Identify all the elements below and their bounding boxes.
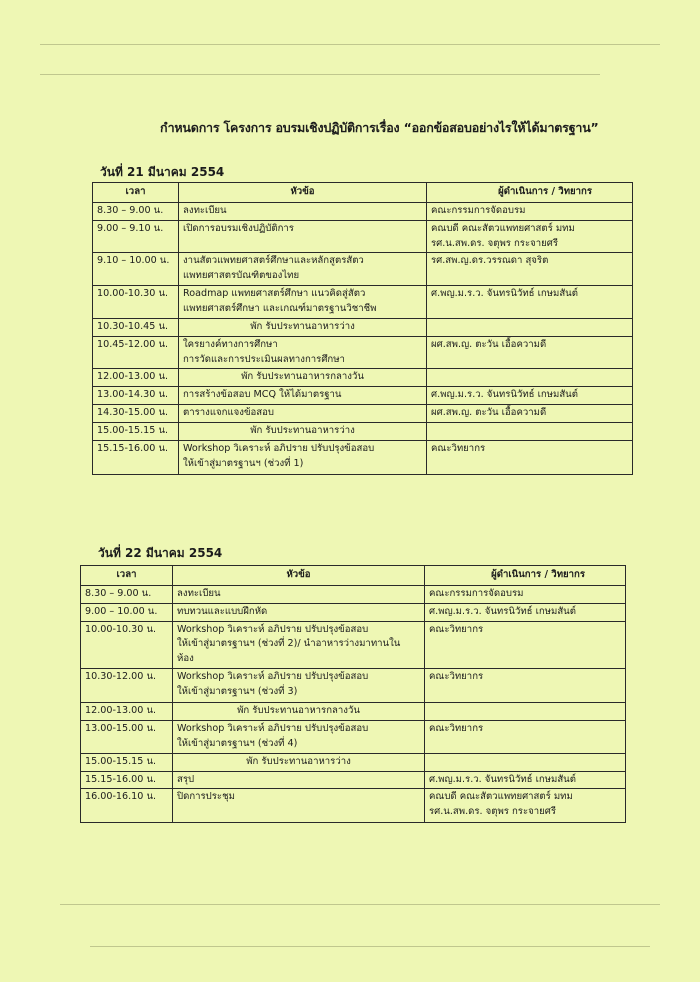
person-cell <box>427 202 633 220</box>
topic-line: ปิดการประชุม <box>177 791 235 803</box>
person-line: รศ.น.สพ.ดร. จตุพร กระจายศรี <box>431 237 558 249</box>
topic-cell <box>179 405 427 423</box>
topic-line: ห้อง <box>177 653 194 665</box>
topic-line: ให้เข้าสู่มาตรฐานฯ (ช่วงที่ 2)/ นำอาหารว่างมาทานใน <box>177 638 401 650</box>
topic-line: สรุป <box>177 773 195 785</box>
header-time: เวลา <box>93 183 179 203</box>
time-cell: 9.00 – 9.10 น. <box>93 220 179 253</box>
table-row <box>93 253 633 286</box>
topic-cell <box>179 286 427 319</box>
time-cell: 15.15-16.00 น. <box>81 771 173 789</box>
topic-line: แพทยศาสตร์ศึกษา และเกณฑ์มาตรฐานวิชาชีพ <box>183 303 377 315</box>
table-row <box>93 220 633 253</box>
document-title: กำหนดการ โครงการ อบรมเชิงปฏิบัติการเรื่อง “ออกข้อสอบอย่างไรให้ได้มาตรฐาน” <box>160 120 599 135</box>
person-cell <box>427 286 633 319</box>
table-row <box>93 202 633 220</box>
empty-person-cell <box>427 369 633 387</box>
table-row <box>93 336 633 369</box>
person-line: คณะวิทยากร <box>429 623 484 635</box>
topic-line: ใครยางค์ทางการศึกษา <box>183 338 278 350</box>
schedule-table-day-1 <box>92 182 633 475</box>
header-time: เวลา <box>81 566 173 586</box>
header-topic: หัวข้อ <box>173 566 425 586</box>
topic-cell <box>179 440 427 474</box>
person-line: คณะวิทยากร <box>429 671 484 683</box>
scan-line <box>60 904 660 905</box>
header-topic: หัวข้อ <box>179 183 427 203</box>
break-row <box>93 369 633 387</box>
person-cell <box>425 771 626 789</box>
person-line: ศ.พญ.ม.ร.ว. จันทรนิวัทธ์ เกษมสันต์ <box>431 389 578 401</box>
person-cell <box>425 789 626 823</box>
break-cell: พัก รับประทานอาหารว่าง <box>173 753 425 771</box>
person-line: ศ.พญ.ม.ร.ว. จันทรนิวัทธ์ เกษมสันต์ <box>429 773 576 785</box>
person-cell <box>425 585 626 603</box>
topic-cell <box>179 387 427 405</box>
table-row <box>81 771 626 789</box>
table-row <box>81 585 626 603</box>
break-row <box>81 703 626 721</box>
break-cell: พัก รับประทานอาหารว่าง <box>179 423 427 441</box>
person-cell <box>427 405 633 423</box>
header-person: ผู้ดำเนินการ / วิทยากร <box>427 183 633 203</box>
topic-cell <box>179 220 427 253</box>
topic-cell <box>173 621 425 669</box>
time-cell: 15.00-15.15 น. <box>81 753 173 771</box>
time-cell: 10.45-12.00 น. <box>93 336 179 369</box>
topic-cell <box>173 771 425 789</box>
empty-person-cell <box>425 703 626 721</box>
person-cell <box>427 387 633 405</box>
day-2-heading: วันที่ 22 มีนาคม 2554 <box>98 546 223 560</box>
time-cell: 12.00-13.00 น. <box>81 703 173 721</box>
table-row <box>81 621 626 669</box>
table-header-row <box>81 566 626 586</box>
person-cell <box>425 669 626 703</box>
time-cell: 15.15-16.00 น. <box>93 440 179 474</box>
topic-cell <box>179 253 427 286</box>
table-row <box>81 669 626 703</box>
topic-line: งานสัตวแพทยศาสตร์ศึกษาและหลักสูตรสัตว <box>183 255 364 267</box>
topic-cell <box>179 336 427 369</box>
time-cell: 13.00-15.00 น. <box>81 721 173 754</box>
time-cell: 12.00-13.00 น. <box>93 369 179 387</box>
time-cell: 9.00 – 10.00 น. <box>81 603 173 621</box>
topic-line: ให้เข้าสู่มาตรฐานฯ (ช่วงที่ 3) <box>177 686 298 698</box>
time-cell: 13.00-14.30 น. <box>93 387 179 405</box>
empty-person-cell <box>427 423 633 441</box>
person-cell <box>427 336 633 369</box>
person-cell <box>427 440 633 474</box>
scan-line <box>40 44 660 45</box>
person-line: คณะกรรมการจัดอบรม <box>429 587 524 599</box>
person-cell <box>427 220 633 253</box>
topic-line: การสร้างข้อสอบ MCQ ให้ได้มาตรฐาน <box>183 389 342 401</box>
time-cell: 8.30 – 9.00 น. <box>93 202 179 220</box>
break-cell: พัก รับประทานอาหารกลางวัน <box>173 703 425 721</box>
empty-person-cell <box>427 318 633 336</box>
break-cell: พัก รับประทานอาหารว่าง <box>179 318 427 336</box>
topic-cell <box>173 721 425 754</box>
person-line: คณะกรรมการจัดอบรม <box>431 204 526 216</box>
person-line: ศ.พญ.ม.ร.ว. จันทรนิวัทธ์ เกษมสันต์ <box>431 288 578 300</box>
person-line: รศ.น.สพ.ดร. จตุพร กระจายศรี <box>429 806 556 818</box>
person-line: ผศ.สพ.ญ. ตะวัน เอื้อความดี <box>431 407 547 419</box>
topic-line: Workshop วิเคราะห์ อภิปราย ปรับปรุงข้อสอบ <box>177 623 369 635</box>
topic-line: ลงทะเบียน <box>177 587 221 599</box>
break-row <box>81 753 626 771</box>
scan-line <box>40 74 600 75</box>
scan-line <box>90 946 650 947</box>
person-cell <box>425 603 626 621</box>
topic-line: Roadmap แพทยศาสตร์ศึกษา แนวคิดสู่สัตว <box>183 288 366 300</box>
time-cell: 8.30 – 9.00 น. <box>81 585 173 603</box>
topic-line: Workshop วิเคราะห์ อภิปราย ปรับปรุงข้อสอบ <box>177 671 369 683</box>
table-row <box>93 405 633 423</box>
topic-line: ให้เข้าสู่มาตรฐานฯ (ช่วงที่ 1) <box>183 457 304 469</box>
topic-cell <box>173 789 425 823</box>
empty-person-cell <box>425 753 626 771</box>
person-cell <box>427 253 633 286</box>
time-cell: 10.00-10.30 น. <box>81 621 173 669</box>
time-cell: 9.10 – 10.00 น. <box>93 253 179 286</box>
break-cell: พัก รับประทานอาหารกลางวัน <box>179 369 427 387</box>
topic-cell <box>173 603 425 621</box>
person-line: รศ.สพ.ญ.ดร.วรรณดา สุจริต <box>431 255 549 267</box>
table-row <box>81 789 626 823</box>
topic-line: ให้เข้าสู่มาตรฐานฯ (ช่วงที่ 4) <box>177 737 298 749</box>
topic-line: ตารางแจกแจงข้อสอบ <box>183 407 274 419</box>
topic-line: Workshop วิเคราะห์ อภิปราย ปรับปรุงข้อสอบ <box>177 723 369 735</box>
topic-line: ลงทะเบียน <box>183 204 227 216</box>
time-cell: 10.30-10.45 น. <box>93 318 179 336</box>
person-line: คณะวิทยากร <box>431 442 486 454</box>
topic-cell <box>179 202 427 220</box>
time-cell: 10.00-10.30 น. <box>93 286 179 319</box>
table-row <box>81 721 626 754</box>
header-person: ผู้ดำเนินการ / วิทยากร <box>425 566 626 586</box>
topic-cell <box>173 669 425 703</box>
time-cell: 10.30-12.00 น. <box>81 669 173 703</box>
day-1-heading: วันที่ 21 มีนาคม 2554 <box>100 165 225 179</box>
table-row <box>93 387 633 405</box>
topic-cell <box>173 585 425 603</box>
topic-line: เปิดการอบรมเชิงปฏิบัติการ <box>183 222 294 234</box>
time-cell: 16.00-16.10 น. <box>81 789 173 823</box>
topic-line: การวัดและการประเมินผลทางการศึกษา <box>183 353 345 365</box>
break-row <box>93 423 633 441</box>
topic-line: ทบทวนและแบบฝึกหัด <box>177 605 268 617</box>
topic-line: แพทยศาสตรบัณฑิตของไทย <box>183 270 300 282</box>
table-row <box>81 603 626 621</box>
person-line: ศ.พญ.ม.ร.ว. จันทรนิวัทธ์ เกษมสันต์ <box>429 605 576 617</box>
table-header-row <box>93 183 633 203</box>
person-line: คณะวิทยากร <box>429 723 484 735</box>
person-line: ผศ.สพ.ญ. ตะวัน เอื้อความดี <box>431 338 547 350</box>
break-row <box>93 318 633 336</box>
topic-line: Workshop วิเคราะห์ อภิปราย ปรับปรุงข้อสอบ <box>183 442 375 454</box>
table-row <box>93 286 633 319</box>
schedule-table-day-2 <box>80 565 626 823</box>
table-row <box>93 440 633 474</box>
person-line: คณบดี คณะสัตวแพทยศาสตร์ มทม <box>431 222 575 234</box>
person-cell <box>425 621 626 669</box>
person-cell <box>425 721 626 754</box>
time-cell: 14.30-15.00 น. <box>93 405 179 423</box>
person-line: คณบดี คณะสัตวแพทยศาสตร์ มทม <box>429 791 573 803</box>
time-cell: 15.00-15.15 น. <box>93 423 179 441</box>
